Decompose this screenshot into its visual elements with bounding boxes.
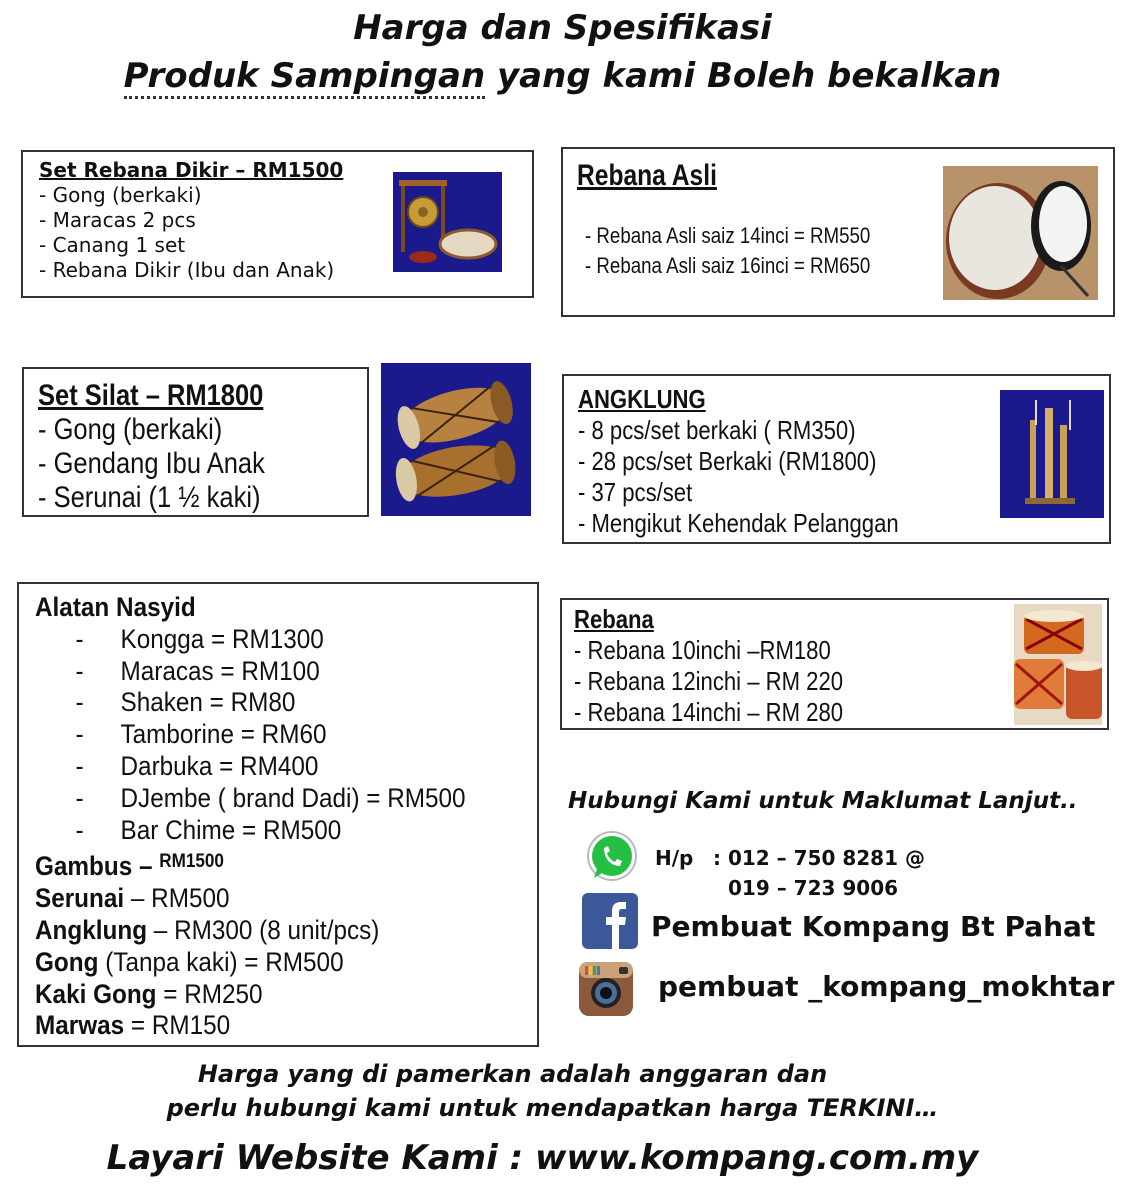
rebana-card xyxy=(560,598,1109,730)
list-item: - Rebana 10inchi –RM180 xyxy=(574,635,831,665)
footer-note-line2: perlu hubungi kami untuk mendapatkan harga TERKINI… xyxy=(166,1094,939,1122)
list-item: - Rebana Dikir (Ibu dan Anak) xyxy=(39,258,335,282)
item-label: DJembe ( brand Dadi) = RM500 xyxy=(120,782,466,813)
item-label: Serunai xyxy=(35,883,125,914)
list-item: - 37 pcs/set xyxy=(578,477,693,507)
alatan-nasyid-card xyxy=(17,582,539,1047)
set-silat-card xyxy=(22,367,369,517)
angklung-image xyxy=(1000,390,1104,518)
list-dash: - xyxy=(75,782,84,813)
hp-number-1[interactable]: : 012 – 750 8281 @ xyxy=(713,846,925,870)
item-price: RM1500 xyxy=(159,851,224,873)
list-item xyxy=(35,719,466,751)
rebana-asli-photo xyxy=(943,166,1098,300)
item-label: Kaki Gong xyxy=(35,978,157,1009)
rebana-dikir-photo xyxy=(393,172,502,272)
list-item xyxy=(35,783,466,815)
instagram-icon[interactable] xyxy=(577,960,635,1018)
card-heading: Alatan Nasyid xyxy=(35,592,196,622)
item-price: – RM500 xyxy=(130,883,230,914)
facebook-icon[interactable] xyxy=(582,893,638,949)
list-item xyxy=(35,624,466,656)
website-link[interactable]: Layari Website Kami : www.kompang.com.my xyxy=(106,1138,979,1178)
list-item xyxy=(35,915,466,947)
list-item: - Rebana Asli saiz 16inci = RM650 xyxy=(585,253,871,278)
angklung-text xyxy=(578,384,899,539)
item-label: Kongga = RM1300 xyxy=(120,623,324,654)
card-heading: Rebana xyxy=(574,604,654,634)
contact-heading: Hubungi Kami untuk Maklumat Lanjut.. xyxy=(568,788,1078,814)
angklung-card xyxy=(562,374,1111,544)
set-silat-photo xyxy=(381,363,531,516)
list-item xyxy=(35,751,466,783)
item-label: Maracas = RM100 xyxy=(120,655,320,686)
instagram-handle[interactable]: pembuat _kompang_mokhtar xyxy=(658,970,1115,1003)
list-item: - Mengikut Kehendak Pelanggan xyxy=(578,508,899,538)
list-item: - 28 pcs/set Berkaki (RM1800) xyxy=(578,446,877,476)
item-price: = RM150 xyxy=(130,1010,231,1041)
item-label: Gong xyxy=(35,946,99,977)
rebana-drum-image xyxy=(943,166,1098,300)
list-item xyxy=(35,656,466,688)
hp-number-2[interactable]: 019 – 723 9006 xyxy=(728,876,899,900)
gong-set-image xyxy=(393,172,502,272)
item-label: Angklung xyxy=(35,914,148,945)
subtitle-rest: yang kami Boleh bekalkan xyxy=(485,56,1002,96)
list-item xyxy=(35,846,466,883)
list-dash: - xyxy=(75,750,84,781)
rebana-photo xyxy=(1014,604,1102,725)
list-item xyxy=(35,815,466,847)
list-item xyxy=(35,687,466,719)
subtitle-underlined: Produk Sampingan xyxy=(124,56,486,99)
card-heading: Rebana Asli xyxy=(577,159,717,192)
item-label: Tamborine = RM60 xyxy=(120,719,327,750)
item-label: Bar Chime = RM500 xyxy=(120,814,342,845)
item-label: Shaken = RM80 xyxy=(120,687,296,718)
list-item: - Rebana 14inchi – RM 280 xyxy=(574,697,844,727)
item-label: Marwas xyxy=(35,1010,125,1041)
page-title: Harga dan Spesifikasi xyxy=(353,8,772,48)
set-silat-text xyxy=(38,379,265,515)
alatan-nasyid-list xyxy=(35,592,466,1042)
set-rebana-dikir-card xyxy=(21,150,534,298)
list-dash: - xyxy=(75,655,84,686)
set-rebana-dikir-text xyxy=(39,158,343,283)
list-dash: - xyxy=(75,687,84,718)
footer-note-line1: Harga yang di pamerkan adalah anggaran dan xyxy=(197,1060,828,1088)
rebana-asli-list xyxy=(585,221,870,281)
list-item xyxy=(35,1010,466,1042)
list-item: - 8 pcs/set berkaki ( RM350) xyxy=(578,415,856,445)
list-item xyxy=(35,883,466,915)
list-item: - Rebana 12inchi – RM 220 xyxy=(574,666,844,696)
list-item xyxy=(35,947,466,979)
list-item: - Canang 1 set xyxy=(39,233,186,257)
rebana-text xyxy=(574,604,843,728)
page-subtitle xyxy=(0,56,1125,96)
card-heading: ANGKLUNG xyxy=(578,384,706,414)
card-heading: Set Silat – RM1800 xyxy=(38,379,264,412)
list-item: - Maracas 2 pcs xyxy=(39,208,196,232)
list-item: - Rebana Asli saiz 14inci = RM550 xyxy=(585,223,871,248)
item-price: (Tanpa kaki) = RM500 xyxy=(105,946,344,977)
list-item: - Gong (berkaki) xyxy=(38,413,223,446)
list-item: - Serunai (1 ½ kaki) xyxy=(38,481,261,514)
hp-label: H/p xyxy=(655,846,694,870)
list-item: - Gendang Ibu Anak xyxy=(38,447,265,480)
list-dash: - xyxy=(75,719,84,750)
list-dash: - xyxy=(75,623,84,654)
gendang-image xyxy=(381,363,531,516)
item-label: Gambus – xyxy=(35,851,153,882)
item-label: Darbuka = RM400 xyxy=(120,750,319,781)
rebana-asli-card xyxy=(561,147,1115,317)
item-price: = RM250 xyxy=(163,978,263,1009)
card-heading: Set Rebana Dikir – RM1500 xyxy=(39,158,344,182)
whatsapp-icon[interactable] xyxy=(582,830,642,884)
facebook-page[interactable]: Pembuat Kompang Bt Pahat xyxy=(651,910,1096,943)
list-dash: - xyxy=(75,814,84,845)
angklung-photo xyxy=(1000,390,1104,518)
item-price: – RM300 (8 unit/pcs) xyxy=(153,914,380,945)
rebana-stack-image xyxy=(1014,604,1102,725)
list-item xyxy=(35,979,466,1011)
list-item: - Gong (berkaki) xyxy=(39,183,202,207)
